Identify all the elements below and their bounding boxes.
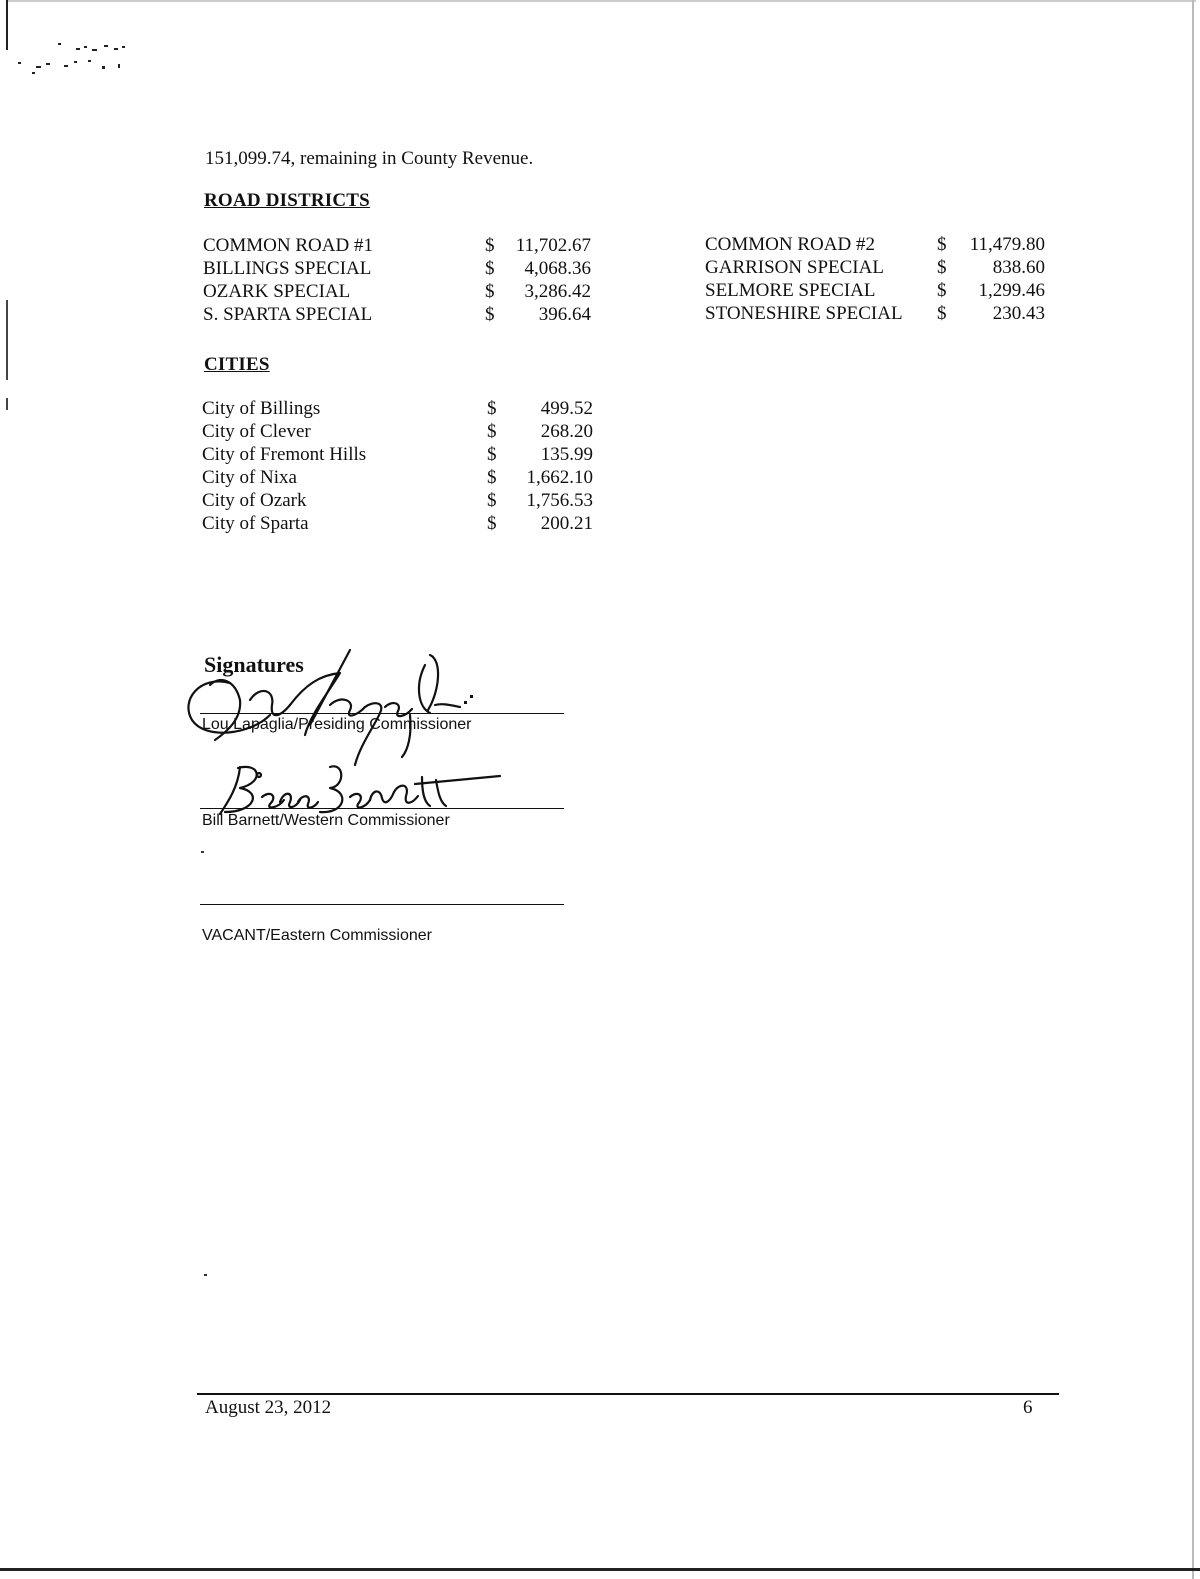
scan-edge-top <box>6 0 1196 2</box>
item-name: City of Nixa <box>202 467 297 488</box>
currency-symbol: $ <box>487 513 497 534</box>
currency-symbol: $ <box>487 467 497 488</box>
scan-mark <box>6 398 8 410</box>
footer-rule <box>197 1393 1059 1395</box>
currency-symbol: $ <box>487 444 497 465</box>
item-name: COMMON ROAD #2 <box>705 234 875 255</box>
item-name: COMMON ROAD #1 <box>203 235 373 256</box>
road-district-row <box>203 234 591 257</box>
road-district-row <box>705 256 1045 279</box>
item-amount: 396.64 <box>538 304 591 325</box>
currency-symbol: $ <box>937 280 947 301</box>
item-name: SELMORE SPECIAL <box>705 280 876 301</box>
intro-line: 151,099.74, remaining in County Revenue. <box>205 148 534 169</box>
road-district-row <box>705 279 1045 302</box>
road-districts-right-table <box>705 233 1045 325</box>
item-name: S. SPARTA SPECIAL <box>203 304 373 325</box>
currency-symbol: $ <box>487 490 497 511</box>
caption-eastern-commissioner: VACANT/Eastern Commissioner <box>202 927 432 944</box>
city-row <box>202 420 593 443</box>
scan-speck <box>201 851 204 853</box>
scan-specks <box>18 40 148 80</box>
item-name: BILLINGS SPECIAL <box>203 258 372 279</box>
city-row <box>202 443 593 466</box>
road-district-row <box>705 302 1045 325</box>
currency-symbol: $ <box>487 398 497 419</box>
road-districts-heading: ROAD DISTRICTS <box>204 190 370 211</box>
road-district-row <box>203 280 591 303</box>
city-row <box>202 466 593 489</box>
currency-symbol: $ <box>485 258 495 279</box>
item-amount: 1,756.53 <box>526 490 593 511</box>
item-name: City of Billings <box>202 398 321 419</box>
item-name: City of Clever <box>202 421 311 442</box>
item-amount: 1,299.46 <box>978 280 1045 301</box>
signature-line-eastern <box>200 904 564 905</box>
item-amount: 4,068.36 <box>524 258 591 279</box>
item-name: City of Fremont Hills <box>202 444 367 465</box>
item-name: STONESHIRE SPECIAL <box>705 303 903 324</box>
caption-western-commissioner: Bill Barnett/Western Commissioner <box>202 812 450 829</box>
scan-mark <box>6 300 8 380</box>
item-amount: 3,286.42 <box>524 281 591 302</box>
caption-presiding-commissioner: Lou Lapaglia/Presiding Commissioner <box>202 716 472 733</box>
scan-speck <box>204 1274 207 1276</box>
item-amount: 11,479.80 <box>969 234 1045 255</box>
item-amount: 1,662.10 <box>526 467 593 488</box>
signature-line-western <box>200 808 564 809</box>
road-district-row <box>203 303 591 326</box>
currency-symbol: $ <box>487 421 497 442</box>
page-number: 6 <box>1023 1397 1033 1418</box>
city-row <box>202 489 593 512</box>
currency-symbol: $ <box>937 303 947 324</box>
item-amount: 838.60 <box>992 257 1045 278</box>
road-district-row <box>203 257 591 280</box>
item-name: City of Sparta <box>202 513 309 534</box>
scan-edge-right <box>1192 0 1194 1579</box>
item-amount: 11,702.67 <box>515 235 591 256</box>
currency-symbol: $ <box>485 235 495 256</box>
signature-line-presiding <box>200 713 564 714</box>
item-amount: 135.99 <box>540 444 593 465</box>
road-district-row <box>705 233 1045 256</box>
item-amount: 268.20 <box>540 421 593 442</box>
scan-mark <box>6 0 8 50</box>
signatures-label: Signatures <box>204 652 304 677</box>
city-row <box>202 397 593 420</box>
road-districts-left-table <box>203 234 591 326</box>
currency-symbol: $ <box>937 257 947 278</box>
item-name: City of Ozark <box>202 490 307 511</box>
cities-table <box>202 397 593 535</box>
lapaglia-signature <box>180 645 480 770</box>
currency-symbol: $ <box>485 304 495 325</box>
item-name: GARRISON SPECIAL <box>705 257 884 278</box>
footer-date: August 23, 2012 <box>205 1397 332 1418</box>
item-amount: 200.21 <box>540 513 593 534</box>
cities-heading: CITIES <box>204 354 270 375</box>
city-row <box>202 512 593 535</box>
item-amount: 230.43 <box>992 303 1045 324</box>
currency-symbol: $ <box>485 281 495 302</box>
item-amount: 499.52 <box>540 398 593 419</box>
currency-symbol: $ <box>937 234 947 255</box>
item-name: OZARK SPECIAL <box>203 281 351 302</box>
scan-edge-bottom <box>0 1568 1200 1571</box>
